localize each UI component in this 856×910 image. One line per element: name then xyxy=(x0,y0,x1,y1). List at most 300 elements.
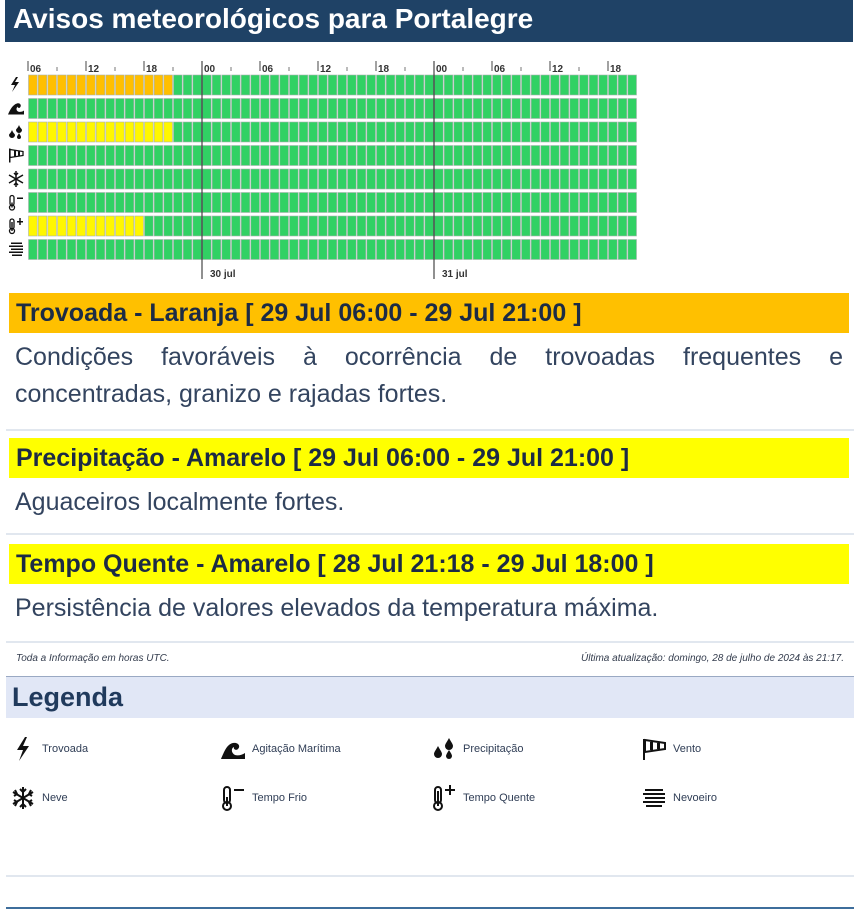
timeline-cell xyxy=(29,146,38,166)
timeline-cell xyxy=(435,75,444,95)
timeline-cell xyxy=(348,75,357,95)
timeline-cell xyxy=(551,240,560,260)
timeline-cell xyxy=(125,169,134,189)
timeline-cell xyxy=(502,99,511,119)
timeline-cell xyxy=(570,122,579,142)
timeline-cell xyxy=(415,169,424,189)
timeline-cell xyxy=(290,75,299,95)
timeline-cell xyxy=(531,169,540,189)
legend-title: Legenda xyxy=(12,682,124,712)
timeline-cell xyxy=(270,240,279,260)
timeline-cell xyxy=(174,169,183,189)
timeline-cell xyxy=(280,122,289,142)
timeline-cell xyxy=(77,146,86,166)
timeline-cell xyxy=(232,146,241,166)
timeline-cell xyxy=(232,122,241,142)
timeline-cell xyxy=(367,75,376,95)
timeline-cell xyxy=(154,169,163,189)
timeline-cell xyxy=(454,146,463,166)
timeline-cell xyxy=(58,146,67,166)
timeline-cell xyxy=(145,146,154,166)
timeline-cell xyxy=(261,75,270,95)
timeline-cell xyxy=(58,216,67,236)
timeline-cell xyxy=(396,193,405,213)
timeline-cell xyxy=(241,99,250,119)
timeline-cell xyxy=(164,216,173,236)
timeline-cell xyxy=(377,240,386,260)
timeline-cell xyxy=(357,122,366,142)
timeline-cell xyxy=(48,122,57,142)
timeline-cell xyxy=(425,99,434,119)
timeline-cell xyxy=(560,99,569,119)
timeline-cell xyxy=(87,193,96,213)
timeline-cell xyxy=(560,169,569,189)
timeline-cell xyxy=(328,193,337,213)
timeline-cell xyxy=(29,75,38,95)
timeline-cell xyxy=(357,240,366,260)
timeline-cell xyxy=(628,216,637,236)
timeline-cell xyxy=(444,193,453,213)
timeline-cell xyxy=(386,146,395,166)
timeline-cell xyxy=(502,193,511,213)
wind-icon xyxy=(641,736,667,762)
timeline-cell xyxy=(454,216,463,236)
timeline-cell xyxy=(48,193,57,213)
timeline-cell xyxy=(164,169,173,189)
timeline-cell xyxy=(299,169,308,189)
fog-icon xyxy=(9,243,23,257)
time-tick-label: 18 xyxy=(146,64,158,75)
timeline-cell xyxy=(164,75,173,95)
legend-label: Vento xyxy=(673,743,702,755)
timeline-cell xyxy=(386,99,395,119)
timeline-cell xyxy=(299,99,308,119)
timeline-cell xyxy=(551,193,560,213)
legend-item-thunderstorm xyxy=(10,736,88,762)
timeline-cell xyxy=(212,169,221,189)
timeline-cell xyxy=(435,99,444,119)
timeline-cell xyxy=(454,122,463,142)
timeline-cell xyxy=(106,169,115,189)
timeline-cell xyxy=(377,146,386,166)
timeline-cell xyxy=(348,99,357,119)
timeline-cell xyxy=(570,169,579,189)
hot-icon xyxy=(431,785,457,811)
timeline-cell xyxy=(280,240,289,260)
timeline-cell xyxy=(493,75,502,95)
timeline-cell xyxy=(116,122,125,142)
timeline-cell xyxy=(154,216,163,236)
sea-agitation-icon xyxy=(220,736,246,762)
timeline-cell xyxy=(473,99,482,119)
timeline-cell xyxy=(241,216,250,236)
timeline-cell xyxy=(338,240,347,260)
timeline-cell xyxy=(164,122,173,142)
timeline-cell xyxy=(193,169,202,189)
timeline-cell xyxy=(193,75,202,95)
timeline-cell xyxy=(512,75,521,95)
timeline-cell xyxy=(319,99,328,119)
timeline-cell xyxy=(425,169,434,189)
timeline-cell xyxy=(116,146,125,166)
timeline-cell xyxy=(406,240,415,260)
timeline-cell xyxy=(367,122,376,142)
timeline-cell xyxy=(473,216,482,236)
time-tick-label: 12 xyxy=(320,64,332,75)
timeline-cell xyxy=(396,216,405,236)
timeline-cell xyxy=(106,146,115,166)
timeline-cell xyxy=(116,99,125,119)
timeline-cell xyxy=(77,216,86,236)
timeline-cell xyxy=(473,193,482,213)
timeline-cell xyxy=(241,75,250,95)
timeline-cell xyxy=(609,169,618,189)
timeline-cell xyxy=(203,122,212,142)
timeline-cell xyxy=(522,240,531,260)
timeline-cell xyxy=(618,240,627,260)
hot-icon xyxy=(10,218,24,234)
timeline-cell xyxy=(348,240,357,260)
timeline-cell xyxy=(425,193,434,213)
timeline-cell xyxy=(348,216,357,236)
timeline-cell xyxy=(570,146,579,166)
legend-label: Neve xyxy=(42,792,68,804)
timeline-cell xyxy=(193,122,202,142)
last-update: Última atualização: domingo, 28 de julho de 2024 às 21:17. xyxy=(581,653,844,664)
timeline-cell xyxy=(125,122,134,142)
timeline-cell xyxy=(106,193,115,213)
timeline-cell xyxy=(444,99,453,119)
timeline-cell xyxy=(531,75,540,95)
timeline-cell xyxy=(541,75,550,95)
timeline-cell xyxy=(280,75,289,95)
timeline-cell xyxy=(270,75,279,95)
timeline-cell xyxy=(67,99,76,119)
timeline-cell xyxy=(212,240,221,260)
timeline-cell xyxy=(512,122,521,142)
legend-item-hot xyxy=(431,785,535,811)
timeline-cell xyxy=(67,75,76,95)
timeline-cell xyxy=(425,146,434,166)
timeline-cell xyxy=(193,240,202,260)
timeline-cell xyxy=(473,122,482,142)
timeline-cell xyxy=(48,75,57,95)
timeline-cell xyxy=(483,75,492,95)
timeline-cell xyxy=(135,122,144,142)
timeline-cell xyxy=(560,146,569,166)
timeline-cell xyxy=(464,122,473,142)
timeline-cell xyxy=(493,169,502,189)
timeline-cell xyxy=(116,240,125,260)
legend-label: Tempo Frio xyxy=(252,792,308,804)
timeline-cell xyxy=(599,99,608,119)
timeline-cell xyxy=(309,193,318,213)
timeline-cell xyxy=(406,216,415,236)
timeline-cell xyxy=(415,193,424,213)
timeline-cell xyxy=(367,99,376,119)
timeline-cell xyxy=(299,122,308,142)
timeline-cell xyxy=(77,99,86,119)
timeline-cell xyxy=(67,169,76,189)
timeline-cell xyxy=(599,75,608,95)
timeline-cell xyxy=(551,216,560,236)
timeline-cell xyxy=(125,240,134,260)
timeline-cell xyxy=(464,146,473,166)
timeline-cell xyxy=(406,122,415,142)
timeline-cell xyxy=(512,146,521,166)
timeline-cell xyxy=(212,99,221,119)
timeline-cell xyxy=(473,240,482,260)
warning-description: Persistência de valores elevados da temperatura máxima. xyxy=(15,594,659,622)
timeline-cell xyxy=(299,75,308,95)
timeline-cell xyxy=(203,169,212,189)
timeline-cell xyxy=(377,216,386,236)
timeline-cell xyxy=(502,216,511,236)
timeline-cell xyxy=(270,193,279,213)
timeline-cell xyxy=(261,99,270,119)
timeline-cell xyxy=(77,75,86,95)
timeline-cell xyxy=(464,169,473,189)
legend-item-sea-agitation xyxy=(220,736,341,762)
timeline-cell xyxy=(203,240,212,260)
timeline-cell xyxy=(444,216,453,236)
timeline-cell xyxy=(599,169,608,189)
timeline-cell xyxy=(328,240,337,260)
timeline-cell xyxy=(67,216,76,236)
timeline-cell xyxy=(203,216,212,236)
divider xyxy=(6,533,854,535)
timeline-cell xyxy=(522,75,531,95)
timeline-cell xyxy=(338,169,347,189)
timeline-cell xyxy=(290,146,299,166)
timeline-cell xyxy=(367,169,376,189)
timeline-cell xyxy=(261,122,270,142)
timeline-cell xyxy=(135,169,144,189)
timeline-cell xyxy=(348,193,357,213)
timeline-cell xyxy=(628,75,637,95)
timeline-cell xyxy=(241,122,250,142)
timeline-cell xyxy=(522,99,531,119)
timeline-cell xyxy=(357,146,366,166)
timeline-cell xyxy=(338,146,347,166)
timeline-cell xyxy=(338,216,347,236)
timeline-cell xyxy=(251,122,260,142)
timeline-cell xyxy=(135,193,144,213)
page-header xyxy=(5,0,853,42)
timeline-cell xyxy=(135,75,144,95)
timeline-cell xyxy=(87,122,96,142)
timeline-cell xyxy=(551,99,560,119)
timeline-cell xyxy=(483,99,492,119)
timeline-cell xyxy=(415,99,424,119)
timeline-cell xyxy=(145,216,154,236)
timeline-cell xyxy=(357,75,366,95)
timeline-cell xyxy=(251,169,260,189)
timeline-cell xyxy=(570,99,579,119)
timeline-cell xyxy=(261,146,270,166)
timeline-cell xyxy=(241,169,250,189)
timeline-cell xyxy=(377,193,386,213)
timeline-cell xyxy=(67,193,76,213)
timeline-cell xyxy=(628,240,637,260)
fog-icon xyxy=(641,785,667,811)
legend-item-fog xyxy=(641,785,717,811)
timeline-cell xyxy=(493,99,502,119)
timeline-cell xyxy=(415,240,424,260)
timeline-cell xyxy=(154,75,163,95)
timeline-cell xyxy=(483,216,492,236)
timeline-cell xyxy=(396,75,405,95)
timeline-cell xyxy=(599,240,608,260)
timeline-cell xyxy=(473,169,482,189)
timeline-cell xyxy=(522,193,531,213)
timeline-cell xyxy=(67,122,76,142)
timeline-cell xyxy=(270,216,279,236)
timeline-cell xyxy=(580,75,589,95)
timeline-cell xyxy=(570,240,579,260)
timeline-cell xyxy=(512,99,521,119)
timeline-cell xyxy=(435,240,444,260)
timeline-cell xyxy=(522,122,531,142)
timeline-svg xyxy=(0,56,650,286)
timeline-cell xyxy=(309,216,318,236)
timeline-cell xyxy=(551,122,560,142)
timeline-cell xyxy=(328,122,337,142)
timeline-cell xyxy=(67,146,76,166)
timeline-cell xyxy=(174,99,183,119)
timeline-cell xyxy=(464,193,473,213)
timeline-cell xyxy=(164,240,173,260)
timeline-cell xyxy=(541,122,550,142)
timeline-cell xyxy=(464,99,473,119)
timeline-cell xyxy=(483,169,492,189)
timeline-cell xyxy=(609,99,618,119)
timeline-cell xyxy=(589,99,598,119)
timeline-cell xyxy=(251,240,260,260)
timeline-cell xyxy=(328,99,337,119)
timeline-cell xyxy=(270,99,279,119)
timeline-cell xyxy=(560,193,569,213)
timeline-cell xyxy=(125,146,134,166)
timeline-cell xyxy=(618,122,627,142)
timeline-cell xyxy=(580,193,589,213)
timeline-cell xyxy=(599,216,608,236)
timeline-cell xyxy=(396,169,405,189)
timeline-cell xyxy=(628,99,637,119)
timeline-cell xyxy=(541,240,550,260)
timeline-cell xyxy=(609,75,618,95)
timeline-cell xyxy=(29,169,38,189)
timeline-cell xyxy=(483,193,492,213)
timeline-cell xyxy=(145,169,154,189)
timeline-cell xyxy=(154,146,163,166)
timeline-cell xyxy=(493,216,502,236)
cold-icon xyxy=(220,785,246,811)
timeline-cell xyxy=(222,169,231,189)
timeline-cell xyxy=(367,240,376,260)
timeline-cell xyxy=(580,146,589,166)
timeline-cell xyxy=(116,216,125,236)
timeline-cell xyxy=(589,122,598,142)
divider xyxy=(6,875,854,877)
timeline-cell xyxy=(87,99,96,119)
day-label: 31 jul xyxy=(442,269,468,280)
timeline-cell xyxy=(58,75,67,95)
timeline-cell xyxy=(58,122,67,142)
timeline-cell xyxy=(319,240,328,260)
timeline-cell xyxy=(386,216,395,236)
timeline-cell xyxy=(609,193,618,213)
timeline-cell xyxy=(116,193,125,213)
timeline-cell xyxy=(454,169,463,189)
timeline-cell xyxy=(174,193,183,213)
timeline-cell xyxy=(589,216,598,236)
timeline-cell xyxy=(502,169,511,189)
timeline-cell xyxy=(212,122,221,142)
timeline-cell xyxy=(551,146,560,166)
timeline-cell xyxy=(174,122,183,142)
timeline-cell xyxy=(599,146,608,166)
timeline-cell xyxy=(348,169,357,189)
timeline-cell xyxy=(522,216,531,236)
timeline-cell xyxy=(145,240,154,260)
timeline-cell xyxy=(348,146,357,166)
timeline-cell xyxy=(67,240,76,260)
timeline-cell xyxy=(183,122,192,142)
timeline-cell xyxy=(531,216,540,236)
timeline-cell xyxy=(406,193,415,213)
timeline-cell xyxy=(154,240,163,260)
timeline-cell xyxy=(174,75,183,95)
timeline-cell xyxy=(435,146,444,166)
wind-icon xyxy=(9,149,23,163)
legend-header xyxy=(6,676,854,718)
timeline-cell xyxy=(541,193,550,213)
timeline-cell xyxy=(38,216,47,236)
thunderstorm-icon xyxy=(11,77,19,92)
timeline-cell xyxy=(290,122,299,142)
timeline-cell xyxy=(338,122,347,142)
timeline-cell xyxy=(290,193,299,213)
legend-item-cold xyxy=(220,785,307,811)
timeline-cell xyxy=(232,216,241,236)
timeline-cell xyxy=(280,99,289,119)
timeline-cell xyxy=(618,146,627,166)
time-tick-label: 18 xyxy=(610,64,622,75)
timeline-cell xyxy=(261,216,270,236)
timeline-cell xyxy=(541,146,550,166)
timeline-cell xyxy=(203,99,212,119)
timeline-cell xyxy=(560,122,569,142)
divider xyxy=(6,641,854,643)
time-tick-label: 06 xyxy=(30,64,42,75)
timeline-cell xyxy=(222,193,231,213)
time-tick-label: 18 xyxy=(378,64,390,75)
timeline-cell xyxy=(435,216,444,236)
timeline-cell xyxy=(280,193,289,213)
timeline-cell xyxy=(106,240,115,260)
timeline-cell xyxy=(38,99,47,119)
timeline-cell xyxy=(251,75,260,95)
timeline-cell xyxy=(135,99,144,119)
timeline-cell xyxy=(589,75,598,95)
timeline-cell xyxy=(193,193,202,213)
time-tick-label: 12 xyxy=(552,64,564,75)
timeline-cell xyxy=(531,240,540,260)
timeline-cell xyxy=(270,146,279,166)
legend-label: Precipitação xyxy=(463,743,524,755)
timeline-cell xyxy=(444,240,453,260)
